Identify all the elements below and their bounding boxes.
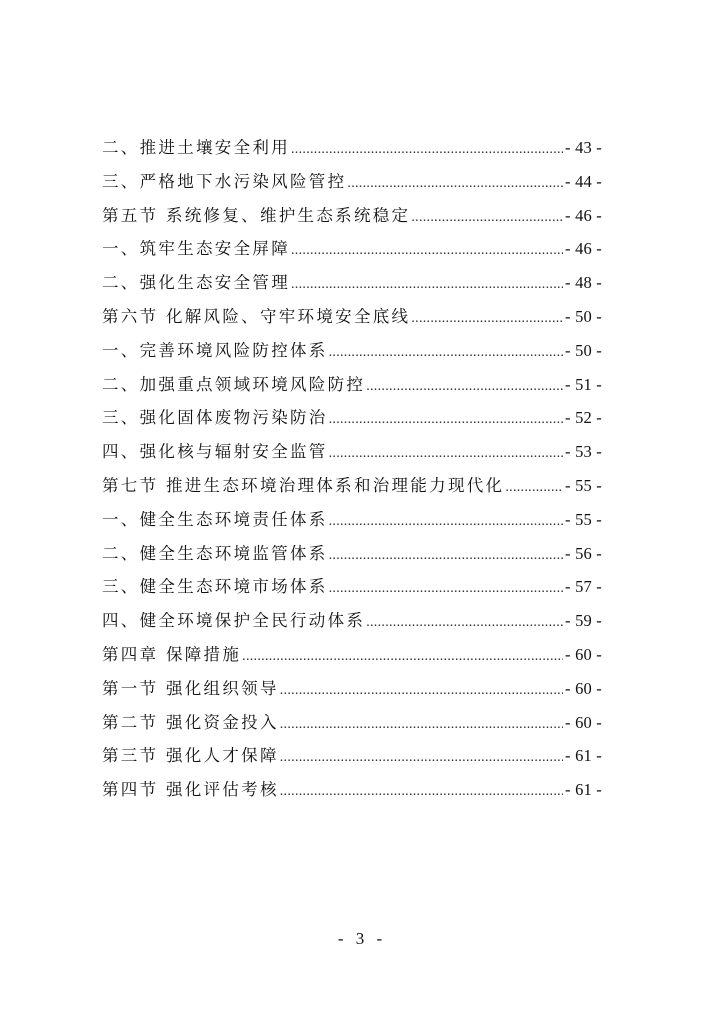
toc-entry-title: 第四节 强化评估考核 xyxy=(102,780,279,800)
toc-dot-leader xyxy=(347,167,563,201)
toc-dot-leader xyxy=(280,775,563,809)
toc-entry-title: 第六节 化解风险、守牢环境安全底线 xyxy=(102,306,411,326)
toc-entry-page: - 61 - xyxy=(565,746,602,766)
toc-entry-page: - 55 - xyxy=(565,475,602,495)
toc-dot-leader xyxy=(411,201,563,235)
toc-entry-page: - 46 - xyxy=(565,205,602,225)
toc-entry[interactable] xyxy=(102,165,602,199)
toc-entry-title: 二、推进土壤安全利用 xyxy=(102,138,290,157)
toc-entry-title: 二、健全生态环境监管体系 xyxy=(102,543,328,563)
toc-dot-leader xyxy=(280,741,563,775)
toc-entry[interactable] xyxy=(102,604,602,638)
toc-dot-leader xyxy=(505,471,563,505)
toc-entry-page: - 57 - xyxy=(565,577,602,597)
toc-entry-title: 第四章 保障措施 xyxy=(102,644,242,664)
toc-entry[interactable] xyxy=(102,131,602,165)
toc-entry-page: - 43 - xyxy=(565,138,602,157)
toc-entry-title: 四、健全环境保护全民行动体系 xyxy=(102,611,366,631)
toc-entry-page: - 50 - xyxy=(565,306,602,326)
toc-entry-title: 第七节 推进生态环境治理体系和治理能力现代化 xyxy=(102,475,505,495)
toc-entry-title: 三、严格地下水污染风险管控 xyxy=(102,171,347,191)
toc-entry[interactable] xyxy=(102,672,602,706)
toc-entry-title: 二、加强重点领域环境风险防控 xyxy=(102,374,366,394)
toc-entry[interactable] xyxy=(102,537,602,571)
toc-dot-leader xyxy=(329,539,563,573)
toc-dot-leader xyxy=(366,606,563,640)
toc-entry-title: 第五节 系统修复、维护生态系统稳定 xyxy=(102,205,411,225)
toc-entry[interactable] xyxy=(102,232,602,266)
toc-entry[interactable] xyxy=(102,706,602,740)
toc-entry[interactable] xyxy=(102,773,602,807)
toc-entry-title: 二、强化生态安全管理 xyxy=(102,273,290,293)
toc-entry[interactable] xyxy=(102,401,602,435)
toc-entry-page: - 48 - xyxy=(565,273,602,293)
toc-entry-page: - 46 - xyxy=(565,239,602,259)
toc-entry[interactable] xyxy=(102,638,602,672)
page-number: - 3 - xyxy=(337,929,387,948)
toc-entry[interactable] xyxy=(102,503,602,537)
toc-dot-leader xyxy=(366,370,563,404)
toc-entry-title: 四、强化核与辐射安全监管 xyxy=(102,442,328,462)
toc-entry-title: 三、强化固体废物污染防治 xyxy=(102,408,328,428)
toc-dot-leader xyxy=(329,572,563,606)
toc-dot-leader xyxy=(291,133,563,167)
toc-entry-title: 一、健全生态环境责任体系 xyxy=(102,509,328,529)
toc-dot-leader xyxy=(329,437,563,471)
toc-entry-title: 第二节 强化资金投入 xyxy=(102,712,279,732)
toc-dot-leader xyxy=(280,708,563,742)
toc-entry-page: - 60 - xyxy=(565,644,602,664)
toc-dot-leader xyxy=(291,268,563,302)
toc-entry-title: 第三节 强化人才保障 xyxy=(102,746,279,766)
toc-entry[interactable] xyxy=(102,266,602,300)
toc-entry-title: 第一节 强化组织领导 xyxy=(102,678,279,698)
toc-dot-leader xyxy=(280,674,563,708)
toc-dot-leader xyxy=(329,336,563,370)
toc-entry-page: - 44 - xyxy=(565,171,602,191)
toc-entry-page: - 52 - xyxy=(565,408,602,428)
table-of-contents xyxy=(102,131,602,807)
toc-dot-leader xyxy=(291,234,563,268)
toc-entry-page: - 51 - xyxy=(565,374,602,394)
toc-entry-page: - 50 - xyxy=(565,340,602,360)
toc-entry-page: - 53 - xyxy=(565,442,602,462)
toc-entry[interactable] xyxy=(102,300,602,334)
toc-entry-title: 三、健全生态环境市场体系 xyxy=(102,577,328,597)
toc-entry-page: - 60 - xyxy=(565,678,602,698)
toc-entry[interactable] xyxy=(102,199,602,233)
toc-entry[interactable] xyxy=(102,368,602,402)
toc-entry-title: 一、筑牢生态安全屏障 xyxy=(102,239,290,259)
toc-entry[interactable] xyxy=(102,570,602,604)
toc-dot-leader xyxy=(242,640,563,674)
toc-entry-page: - 59 - xyxy=(565,611,602,631)
toc-entry-page: - 55 - xyxy=(565,509,602,529)
toc-entry-page: - 61 - xyxy=(565,780,602,800)
toc-entry-page: - 60 - xyxy=(565,712,602,732)
toc-entry[interactable] xyxy=(102,469,602,503)
toc-dot-leader xyxy=(411,302,563,336)
toc-dot-leader xyxy=(329,403,563,437)
toc-entry[interactable] xyxy=(102,739,602,773)
toc-dot-leader xyxy=(329,505,563,539)
toc-entry[interactable] xyxy=(102,334,602,368)
toc-entry-title: 一、完善环境风险防控体系 xyxy=(102,340,328,360)
toc-entry-page: - 56 - xyxy=(565,543,602,563)
toc-entry[interactable] xyxy=(102,435,602,469)
